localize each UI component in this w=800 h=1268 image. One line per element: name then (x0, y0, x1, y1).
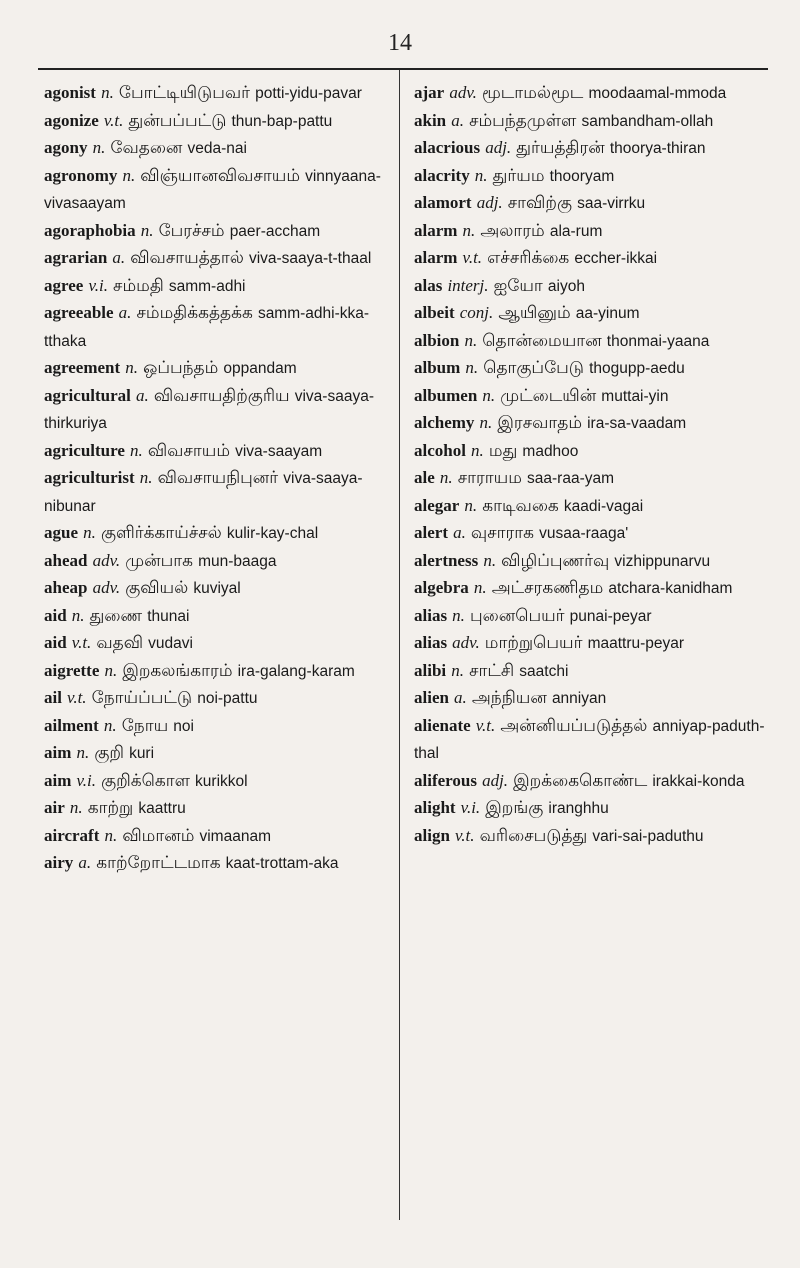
tamil-translation: மாற்றுபெயர் (484, 633, 583, 653)
part-of-speech: n. (479, 413, 493, 432)
dictionary-entry (414, 575, 780, 603)
page-number: 14 (388, 30, 412, 56)
headword: alight (414, 798, 456, 817)
part-of-speech: n. (122, 165, 136, 185)
tamil-translation: தொகுப்பேடு (483, 358, 584, 378)
dictionary-entry (414, 328, 780, 356)
transliteration: kuviyal (193, 580, 241, 597)
part-of-speech: n. (104, 825, 118, 845)
tamil-translation: ஆயினும் (498, 303, 571, 323)
transliteration: atchara-kanidham (608, 580, 733, 597)
part-of-speech: a. (78, 853, 92, 872)
headword: alias (414, 633, 448, 652)
dictionary-entry (414, 795, 780, 823)
tamil-translation: அன்னியப்படுத்தல் (500, 715, 648, 736)
dictionary-entry (44, 768, 392, 796)
headword: alarm (414, 248, 458, 267)
transliteration: noi-pattu (197, 690, 258, 707)
headword: aircraft (44, 825, 100, 845)
part-of-speech: v.t. (67, 688, 87, 707)
headword: agoraphobia (44, 220, 136, 240)
tamil-translation: முட்டையின் (500, 385, 597, 406)
dictionary-entry (44, 273, 392, 301)
transliteration: madhoo (522, 442, 579, 460)
part-of-speech: n. (71, 605, 85, 625)
tamil-translation: காற்றோட்டமாக (96, 853, 221, 873)
part-of-speech: n. (473, 578, 487, 597)
transliteration: kulir-kay-chal (226, 525, 319, 542)
transliteration: irakkai-konda (652, 772, 745, 790)
dictionary-entry (44, 163, 392, 218)
part-of-speech: n. (83, 523, 96, 542)
part-of-speech: adv. (92, 550, 121, 570)
part-of-speech: n. (140, 220, 154, 240)
dictionary-entry (44, 108, 392, 136)
part-of-speech: v.t. (462, 248, 483, 267)
header-rule (38, 68, 768, 70)
tamil-translation: விவசாயதிற்குரிய (153, 385, 290, 406)
part-of-speech: n. (139, 468, 153, 487)
part-of-speech: n. (101, 83, 114, 102)
dictionary-entry (44, 355, 392, 383)
dictionary-entry (414, 438, 780, 466)
part-of-speech: v.i. (76, 770, 96, 790)
tamil-translation: விவசாயம் (147, 440, 231, 461)
tamil-translation: போட்டியிடுபவர் (118, 83, 250, 103)
headword: algebra (414, 578, 469, 597)
tamil-translation: காற்று (87, 798, 134, 818)
part-of-speech: n. (482, 385, 496, 405)
dictionary-entry (44, 603, 392, 631)
part-of-speech: n. (76, 743, 90, 762)
tamil-translation: மூடாமல்மூட (481, 83, 584, 103)
transliteration: vari-sai-paduthu (592, 827, 704, 845)
part-of-speech: a. (135, 385, 149, 405)
dictionary-entry (414, 520, 780, 548)
dictionary-entry (414, 163, 780, 191)
headword: align (414, 825, 450, 845)
part-of-speech: adv. (449, 83, 477, 102)
headword: aheap (44, 578, 88, 597)
headword: alien (414, 688, 449, 707)
headword: alas (414, 275, 443, 295)
dictionary-entry (414, 685, 780, 713)
transliteration: viva-saaya-thirkuriya (44, 387, 374, 432)
headword: albeit (414, 303, 455, 322)
left-column (44, 80, 392, 878)
headword: albumen (414, 385, 478, 405)
headword: agony (44, 138, 88, 157)
headword: ajar (414, 83, 445, 102)
part-of-speech: adj. (485, 138, 512, 157)
transliteration: viva-saaya-t-thaal (248, 250, 372, 267)
dictionary-entry (44, 658, 392, 686)
transliteration: ira-galang-karam (237, 662, 355, 680)
part-of-speech: n. (125, 358, 138, 377)
dictionary-entry (44, 135, 392, 163)
tamil-translation: வரிசைபடுத்து (479, 825, 588, 846)
dictionary-entry (44, 300, 392, 355)
transliteration: viva-saaya-nibunar (44, 470, 363, 515)
tamil-translation: விவசாயத்தால் (130, 248, 244, 268)
transliteration: mun-baaga (198, 552, 277, 570)
tamil-translation: அட்சரகணிதம (491, 578, 604, 598)
column-divider (399, 70, 400, 1220)
dictionary-entry (414, 355, 780, 383)
dictionary-entry (414, 465, 780, 493)
dictionary-entry (414, 383, 780, 411)
headword: alchemy (414, 413, 475, 432)
dictionary-entry (414, 493, 780, 521)
tamil-translation: சாட்சி (469, 660, 515, 681)
headword: alias (414, 605, 448, 625)
dictionary-entry (414, 410, 780, 438)
part-of-speech: a. (451, 110, 464, 130)
transliteration: thonmai-yaana (606, 332, 710, 350)
transliteration: noi (173, 717, 194, 735)
headword: ailment (44, 715, 99, 735)
headword: agonist (44, 83, 96, 102)
headword: alamort (414, 193, 472, 212)
part-of-speech: adj. (476, 193, 503, 212)
tamil-translation: விஞ்யானவிவசாயம் (140, 165, 301, 186)
transliteration: maattru-peyar (587, 635, 685, 652)
headword: ague (44, 523, 78, 542)
headword: agrarian (44, 248, 108, 267)
part-of-speech: n. (104, 660, 118, 680)
tamil-translation: விமானம் (122, 825, 195, 846)
tamil-translation: அந்நியன (471, 688, 547, 708)
headword: aim (44, 743, 72, 762)
dictionary-entry (44, 850, 392, 878)
headword: ale (414, 468, 435, 487)
tamil-translation: விவசாயநிபுனர் (157, 468, 279, 488)
transliteration: kaat-trottam-aka (225, 855, 339, 872)
dictionary-entry (44, 80, 392, 108)
transliteration: punai-peyar (569, 607, 652, 625)
transliteration: veda-nai (187, 140, 247, 157)
tamil-translation: அலாரம் (480, 220, 545, 241)
tamil-translation: சாராயம (457, 468, 522, 488)
part-of-speech: v.t. (455, 825, 475, 845)
headword: ahead (44, 550, 88, 570)
transliteration: samm-adhi-kka-tthaka (44, 305, 370, 350)
tamil-translation: பேரச்சம் (158, 220, 225, 241)
part-of-speech: a. (112, 248, 126, 267)
transliteration: ala-rum (549, 222, 603, 240)
dictionary-entry (414, 768, 780, 796)
tamil-translation: சம்மதிக்கத்தக்க (136, 303, 253, 323)
transliteration: vudavi (148, 635, 193, 652)
dictionary-entry (414, 658, 780, 686)
tamil-translation: இரசவாதம் (497, 413, 583, 433)
transliteration: paer-accham (229, 222, 321, 240)
headword: airy (44, 853, 74, 872)
headword: agriculture (44, 440, 125, 460)
dictionary-entry (414, 630, 780, 658)
tamil-translation: நோய (121, 715, 169, 736)
part-of-speech: a. (453, 523, 466, 542)
transliteration: aa-yinum (575, 305, 640, 322)
tamil-translation: குவியல் (125, 578, 189, 598)
tamil-translation: குளிர்க்காய்ச்சல் (100, 523, 222, 543)
dictionary-entry (44, 465, 392, 520)
part-of-speech: a. (454, 688, 467, 707)
dictionary-entry (414, 218, 780, 246)
headword: agonize (44, 110, 99, 130)
dictionary-entry (414, 713, 780, 768)
headword: agree (44, 275, 84, 295)
transliteration: saa-raa-yam (527, 470, 615, 487)
headword: agricultural (44, 385, 131, 405)
dictionary-entry (44, 438, 392, 466)
headword: alertness (414, 550, 479, 570)
headword: aliferous (414, 770, 477, 790)
headword: alegar (414, 495, 460, 515)
part-of-speech: a. (118, 303, 132, 322)
part-of-speech: interj. (447, 275, 489, 295)
transliteration: vinnyaana-vivasaayam (44, 167, 381, 212)
dictionary-entry (44, 575, 392, 603)
headword: agriculturist (44, 468, 135, 487)
tamil-translation: துர்யத்திரன் (516, 138, 605, 158)
dictionary-entry (414, 603, 780, 631)
tamil-translation: தொன்மையான (482, 330, 602, 351)
tamil-translation: நோய்ப்பட்டு (91, 688, 193, 708)
dictionary-entry (44, 218, 392, 246)
dictionary-entry (414, 108, 780, 136)
headword: aid (44, 633, 67, 652)
dictionary-entry (44, 630, 392, 658)
headword: aid (44, 605, 67, 625)
tamil-translation: இறகலங்காரம் (122, 660, 233, 681)
tamil-translation: இறக்கைகொண்ட (513, 770, 648, 791)
dictionary-entry (44, 740, 392, 768)
headword: agreement (44, 358, 121, 377)
dictionary-entry (44, 713, 392, 741)
headword: album (414, 358, 461, 377)
headword: alert (414, 523, 448, 542)
part-of-speech: n. (452, 605, 465, 625)
part-of-speech: n. (483, 550, 497, 570)
dictionary-entry (44, 383, 392, 438)
headword: akin (414, 110, 447, 130)
transliteration: kurikkol (195, 772, 248, 790)
headword: alacrious (414, 138, 481, 157)
transliteration: aiyoh (547, 277, 585, 295)
dictionary-entry (44, 823, 392, 851)
transliteration: kaadi-vagai (563, 497, 644, 515)
tamil-translation: வேதனை (110, 138, 183, 158)
part-of-speech: n. (439, 468, 453, 487)
dictionary-entry (414, 190, 780, 218)
transliteration: vimaanam (199, 827, 271, 845)
part-of-speech: adv. (92, 578, 121, 597)
part-of-speech: n. (69, 798, 83, 817)
transliteration: kaattru (138, 800, 186, 817)
headword: albion (414, 330, 460, 350)
dictionary-entry (414, 135, 780, 163)
transliteration: thoorya-thiran (609, 140, 706, 157)
transliteration: sambandham-ollah (581, 112, 714, 130)
tamil-translation: மது (488, 440, 518, 461)
transliteration: muttai-yin (601, 387, 669, 405)
transliteration: viva-saayam (235, 442, 323, 460)
tamil-translation: விழிப்புணர்வு (501, 550, 610, 571)
tamil-translation: குறிக்கொள (101, 770, 190, 791)
dictionary-entry (414, 245, 780, 273)
part-of-speech: n. (92, 138, 106, 157)
tamil-translation: எச்சரிக்கை (487, 248, 570, 268)
transliteration: thogupp-aedu (589, 360, 685, 377)
part-of-speech: n. (130, 440, 143, 460)
part-of-speech: n. (464, 495, 478, 515)
tamil-translation: துணை (89, 605, 143, 626)
tamil-translation: வதவி (96, 633, 144, 653)
part-of-speech: n. (474, 165, 488, 185)
tamil-translation: வுசாராக (470, 523, 535, 543)
transliteration: saa-virrku (577, 195, 646, 212)
part-of-speech: v.t. (475, 715, 496, 735)
transliteration: potti-yidu-pavar (255, 85, 362, 102)
headword: aim (44, 770, 72, 790)
tamil-translation: ஐயோ (493, 275, 543, 296)
tamil-translation: புனைபெயர் (470, 605, 565, 626)
right-column (414, 80, 780, 850)
dictionary-entry (44, 245, 392, 273)
dictionary-entry (414, 823, 780, 851)
part-of-speech: v.t. (71, 633, 92, 652)
dictionary-entry (414, 548, 780, 576)
headword: alibi (414, 660, 447, 680)
headword: alarm (414, 220, 458, 240)
transliteration: samm-adhi (168, 277, 246, 295)
dictionary-entry (414, 80, 780, 108)
tamil-translation: துன்பப்பட்டு (128, 110, 227, 131)
transliteration: iranghhu (548, 800, 609, 817)
dictionary-entry (44, 548, 392, 576)
dictionary-entry (44, 795, 392, 823)
headword: air (44, 798, 65, 817)
part-of-speech: v.i. (88, 275, 108, 295)
headword: alienate (414, 715, 471, 735)
tamil-translation: சம்பந்தமுள்ள (469, 110, 577, 131)
part-of-speech: conj. (459, 303, 494, 322)
headword: agronomy (44, 165, 118, 185)
part-of-speech: n. (471, 440, 484, 460)
dictionary-entry (414, 273, 780, 301)
tamil-translation: சம்மதி (113, 275, 164, 296)
transliteration: thun-bap-pattu (231, 112, 333, 130)
headword: alcohol (414, 440, 466, 460)
transliteration: ira-sa-vaadam (587, 415, 687, 432)
transliteration: kuri (129, 745, 155, 762)
part-of-speech: n. (464, 330, 478, 350)
part-of-speech: n. (462, 220, 476, 240)
part-of-speech: n. (451, 660, 464, 680)
transliteration: oppandam (223, 360, 297, 377)
transliteration: vusaa-raaga' (539, 525, 629, 542)
transliteration: vizhippunarvu (614, 552, 711, 570)
transliteration: thooryam (549, 167, 615, 185)
part-of-speech: v.t. (103, 110, 124, 130)
part-of-speech: v.i. (460, 798, 481, 817)
dictionary-entry (44, 520, 392, 548)
dictionary-entry (414, 300, 780, 328)
transliteration: moodaamal-mmoda (588, 85, 727, 102)
headword: aigrette (44, 660, 100, 680)
tamil-translation: காடிவகை (482, 495, 559, 516)
tamil-translation: சாவிற்கு (507, 193, 572, 213)
transliteration: anniyan (551, 690, 607, 707)
transliteration: thunai (147, 607, 190, 625)
part-of-speech: adv. (452, 633, 480, 652)
transliteration: eccher-ikkai (574, 250, 658, 267)
headword: alacrity (414, 165, 470, 185)
transliteration: anniyap-paduth-thal (414, 717, 765, 762)
tamil-translation: இறங்கு (485, 798, 544, 818)
headword: ail (44, 688, 62, 707)
tamil-translation: துர்யம (492, 165, 545, 186)
tamil-translation: குறி (94, 743, 124, 763)
dictionary-entry (44, 685, 392, 713)
part-of-speech: adj. (482, 770, 509, 790)
transliteration: saatchi (519, 662, 569, 680)
headword: agreeable (44, 303, 114, 322)
part-of-speech: n. (103, 715, 117, 735)
part-of-speech: n. (465, 358, 479, 377)
tamil-translation: ஒப்பந்தம் (143, 358, 219, 378)
tamil-translation: முன்பாக (125, 550, 193, 571)
